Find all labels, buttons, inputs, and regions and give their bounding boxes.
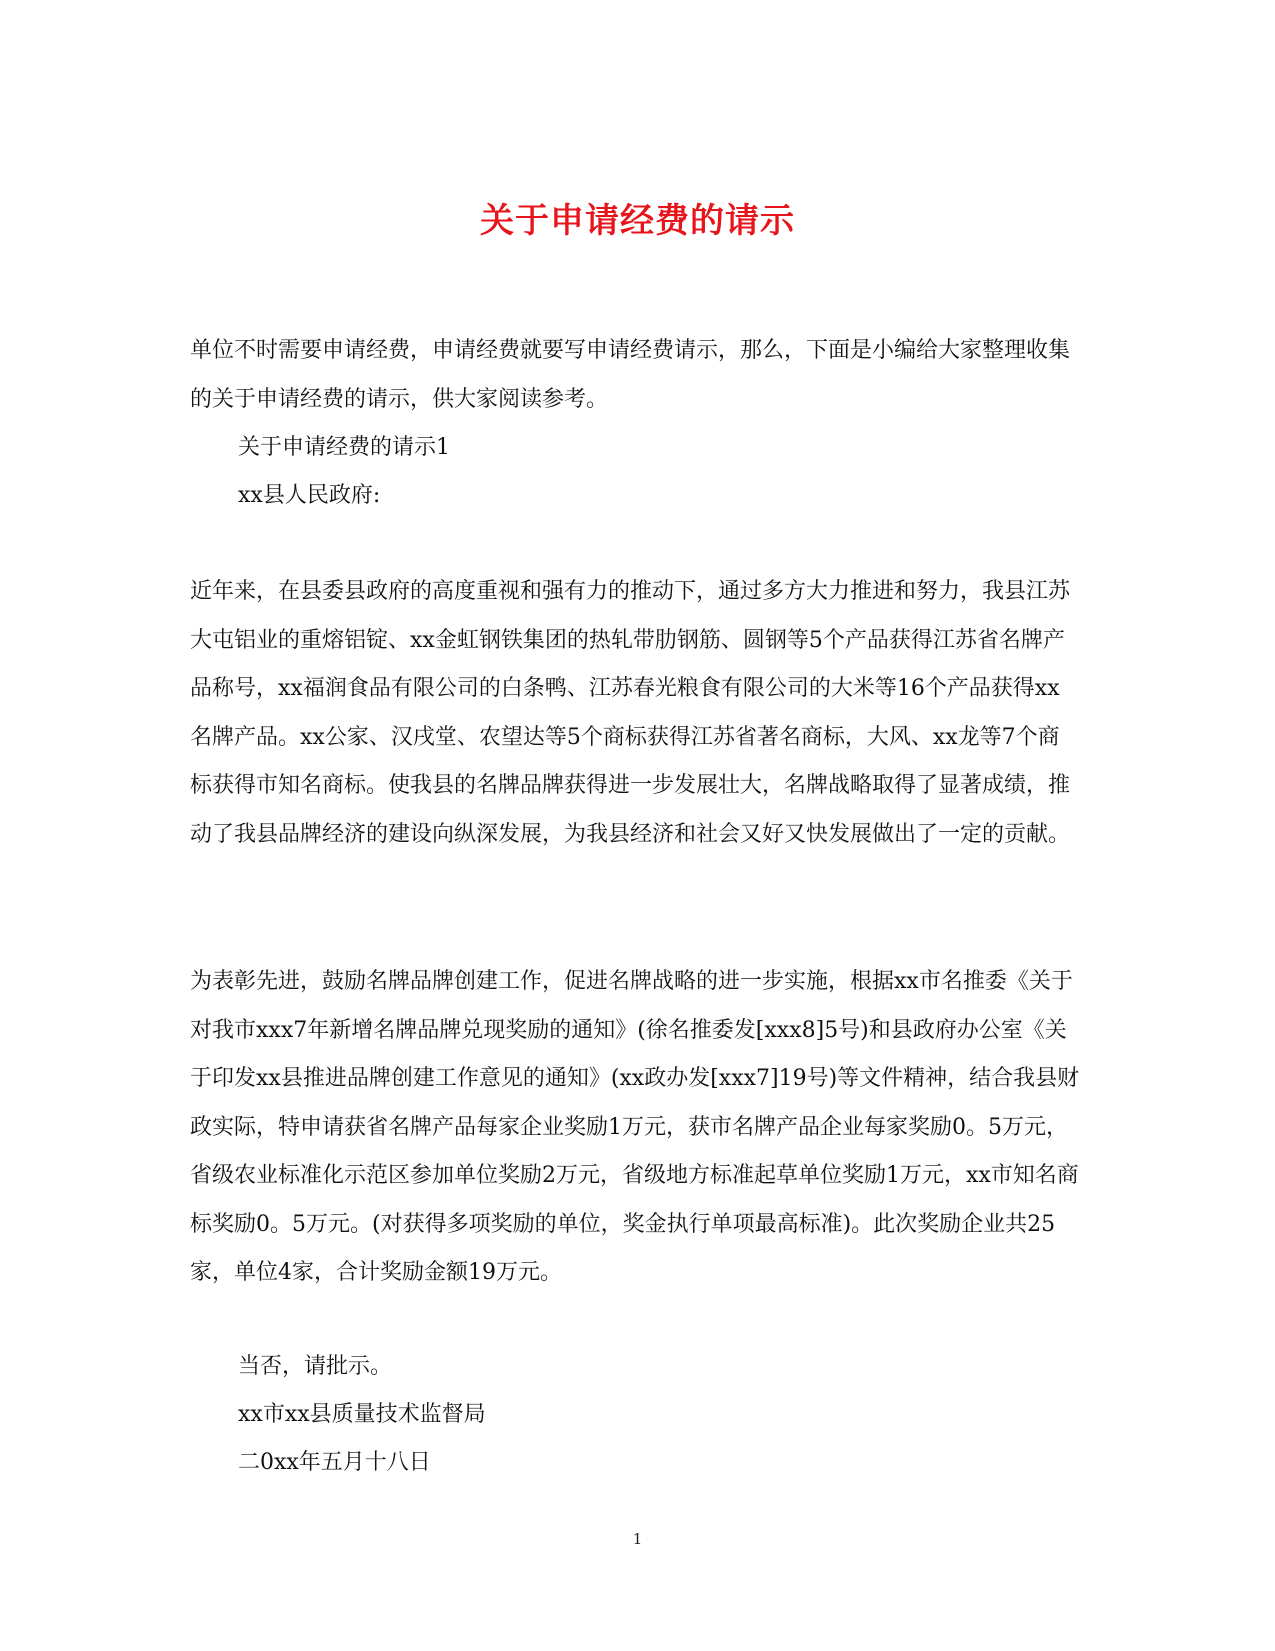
page-number: 1	[632, 1530, 643, 1548]
section-subtitle: 关于申请经费的请示1	[238, 435, 450, 460]
intro-paragraph: 单位不时需要申请经费，申请经费就要写申请经费请示，那么，下面是小编给大家整理收集的关于申请经费的请示，供大家阅读参考。	[190, 338, 1071, 412]
body-paragraph-1: 近年来，在县委县政府的高度重视和强有力的推动下，通过多方大力推进和努力，我县江苏大屯铝业的重熔铝锭、xx金虹钢铁集团的热轧带肋钢筋、圆钢等5个产品获得江苏省名牌产品称号，xx福润食品有限公司的白条鸭、江苏春光粮食有限公司的大米等16个产品获得xx名牌产品。xx公家、汉戌堂、农望达等5个商标获得江苏省著名商标，大风、xx龙等7个商标获得市知名商标。使我县的名牌品牌获得进一步发展壮大，名牌战略取得了显著成绩，推动了我县品牌经济的建设向纵深发展，为我县经济和社会又好又快发展做出了一定的贡献。	[190, 579, 1071, 847]
closing-line: 当否，请批示。	[238, 1354, 393, 1379]
addressee: xx县人民政府:	[238, 483, 381, 508]
document-title: 关于申请经费的请示	[480, 200, 795, 241]
body-paragraph-2: 为表彰先进，鼓励名牌品牌创建工作，促进名牌战略的进一步实施，根据xx市名推委《关于对我市xxx7年新增名牌品牌兑现奖励的通知》(徐名推委发[xxx8]5号)和县政府办公室《关于印发xx县推进品牌创建工作意见的通知》(xx政办发[xxx7]19号)等文件精神，结合我县财政实际，特申请获省名牌产品每家企业奖励1万元，获市名牌产品企业每家奖励0。5万元，省级农业标准化示范区参加单位奖励2万元，省级地方标准起草单位奖励1万元，xx市知名商标奖励0。5万元。(对获得多项奖励的单位，奖金执行单项最高标准)。此次奖励企业共25家，单位4家，合计奖励金额19万元。	[190, 969, 1080, 1285]
signature: xx市xx县质量技术监督局	[238, 1402, 486, 1427]
document-date: 二0xx年五月十八日	[238, 1450, 431, 1475]
